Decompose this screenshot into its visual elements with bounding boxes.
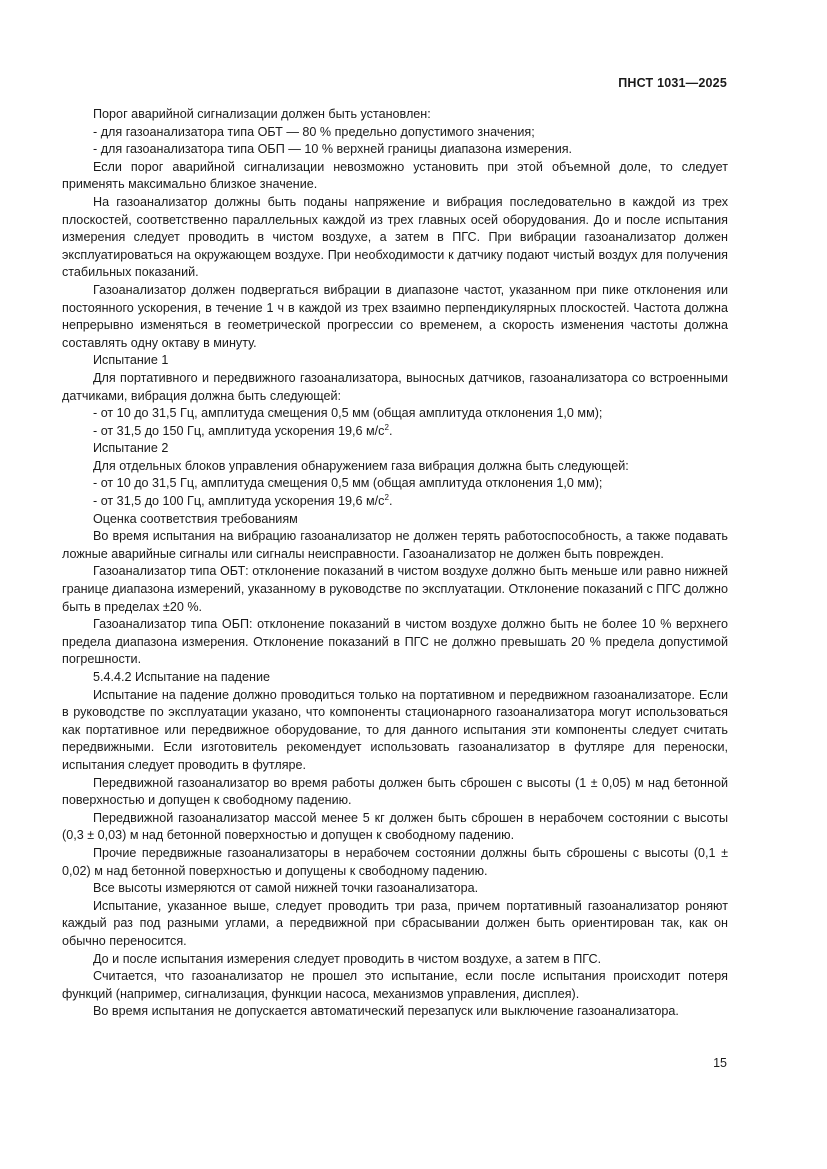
paragraph-text: - от 10 до 31,5 Гц, амплитуда смещения 0,5 мм (общая амплитуда отклонения 1,0 мм); [93, 406, 603, 421]
paragraph [62, 898, 728, 951]
paragraph-tail: . [388, 494, 393, 509]
paragraph [62, 370, 728, 405]
paragraph [62, 687, 728, 775]
paragraph [62, 159, 728, 194]
paragraph-text: Порог аварийной сигнализации должен быть установлен: [93, 107, 431, 121]
paragraph-text: Для портативного и передвижного газоанализатора, выносных датчиков, газоанализатора со встроенными датчиками, вибрация должна быть следующей: [62, 370, 728, 403]
paragraph [62, 1003, 728, 1021]
paragraph-text: Прочие передвижные газоанализаторы в нерабочем состоянии должны быть сброшены с высоты (0,1 ± 0,02) м над бетонной поверхностью и допущены к свободному падению. [62, 845, 728, 878]
paragraph-text: 5.4.4.2 Испытание на падение [93, 670, 270, 684]
paragraph [62, 528, 728, 563]
paragraph-text: Газоанализатор типа ОБТ: отклонение показаний в чистом воздухе должно быть меньше или равно нижней границе диапазона измерений, указанному в руководстве по эксплуатации. Отклонение показаний с ПГС должно быть в пределах ±20 %. [62, 564, 728, 614]
paragraph [62, 458, 728, 476]
paragraph-text: Передвижной газоанализатор массой менее 5 кг должен быть сброшен в нерабочем состоянии с высоты (0,3 ± 0,03) м над бетонной поверхностью и допущен к свободному падению. [62, 810, 728, 843]
paragraph-text: Для отдельных блоков управления обнаружением газа вибрация должна быть следующей: [93, 458, 629, 473]
superscript: 2 [384, 492, 389, 502]
paragraph [62, 616, 728, 669]
paragraph-text: Испытание 2 [93, 441, 169, 456]
paragraph-text: Во время испытания на вибрацию газоанализатор не должен терять работоспособность, а также подавать ложные аварийные сигналы или сигналы неисправности. Газоанализатор не должен быть поврежден. [62, 529, 728, 561]
paragraph [62, 440, 728, 458]
paragraph-text: Все высоты измеряются от самой нижней точки газоанализатора. [93, 881, 479, 896]
paragraph [62, 282, 728, 352]
paragraph [62, 775, 728, 810]
document-id-header: ПНСТ 1031—2025 [618, 76, 727, 90]
paragraph [62, 669, 728, 687]
paragraph [62, 106, 728, 124]
paragraph-text: Газоанализатор типа ОБП: отклонение показаний в чистом воздухе должно быть не более 10 % верхнего предела диапазона измерения. Отклонение показаний в ПГС не должно превышать 20 % предела допустимой погрешности. [62, 617, 728, 667]
paragraph-text: - от 10 до 31,5 Гц, амплитуда смещения 0,5 мм (общая амплитуда отклонения 1,0 мм); [93, 476, 603, 491]
paragraph [62, 124, 728, 142]
paragraph-tail: . [388, 423, 393, 438]
paragraph-text: - от 31,5 до 100 Гц, амплитуда ускорения 19,6 м/с [93, 494, 385, 509]
paragraph [62, 194, 728, 282]
paragraph-text: Если порог аварийной сигнализации невозможно установить при этой объемной доле, то следует применять максимально близкое значение. [62, 159, 728, 192]
paragraph-text: Испытание на падение должно проводиться только на портативном и передвижном газоанализаторе. Если в руководстве по эксплуатации указано, что компоненты стационарного газоанализатора могут использоваться как портативное или передвижное оборудование, то для данного испытания эти компоненты следует считать передвижными. Если изготовитель рекомендует использовать газоанализатор в футляре для переноски, испытания следует проводить в футляре. [62, 687, 728, 772]
paragraph [62, 475, 728, 493]
paragraph [62, 845, 728, 880]
paragraph [62, 563, 728, 616]
superscript: 2 [384, 422, 389, 432]
paragraph-text: Оценка соответствия требованиям [93, 511, 298, 526]
paragraph-text: До и после испытания измерения следует проводить в чистом воздухе, а затем в ПГС. [93, 951, 602, 966]
paragraph-text: - от 31,5 до 150 Гц, амплитуда ускорения 19,6 м/с [93, 423, 385, 438]
paragraph [62, 511, 728, 529]
paragraph-text: Испытание, указанное выше, следует проводить три раза, причем портативный газоанализатор роняют каждый раз под разными углами, а передвижной при сбрасывании должен быть ориентирован так, как он обычно переносится. [62, 898, 728, 948]
paragraph [62, 880, 728, 898]
paragraph [62, 951, 728, 969]
paragraph-text: На газоанализатор должны быть поданы напряжение и вибрация последовательно в каждой из трех плоскостей, соответственно параллельных каждой из трех главных осей оборудования. До и после испытания измерения следует проводить в чистом воздухе, а затем в ПГС. При вибрации газоанализатор должен эксплуатироваться на окружающем воздухе. При необходимости к датчику подают чистый воздух для получения стабильных показаний. [62, 194, 728, 280]
paragraph-text: Испытание 1 [93, 353, 169, 368]
paragraph [62, 405, 728, 423]
paragraph-text: Передвижной газоанализатор во время работы должен быть сброшен с высоты (1 ± 0,05) м над бетонной поверхностью и допущен к свободному падению. [62, 775, 728, 808]
paragraph-text: - для газоанализатора типа ОБТ — 80 % предельно допустимого значения; [93, 124, 535, 139]
paragraph [62, 968, 728, 1003]
page-number: 15 [713, 1056, 727, 1070]
paragraph-text: Газоанализатор должен подвергаться вибрации в диапазоне частот, указанном при пике отклонения или постоянного ускорения, в течение 1 ч в каждой из трех взаимно перпендикулярных плоскостей. Частота должна непрерывно изменяться в геометрической прогрессии со временем, а скорость изменения частоты должна составлять одну октаву в минуту. [62, 282, 728, 350]
paragraph-text: Считается, что газоанализатор не прошел это испытание, если после испытания происходит потеря функций (например, сигнализация, функции насоса, механизмов управления, дисплея). [62, 969, 728, 1001]
paragraph-text: - для газоанализатора типа ОБП — 10 % верхней границы диапазона измерения. [93, 142, 573, 157]
paragraph [62, 352, 728, 370]
paragraph [62, 141, 728, 159]
document-body [62, 106, 728, 1021]
paragraph [62, 423, 728, 441]
paragraph [62, 493, 728, 511]
paragraph [62, 810, 728, 845]
paragraph-text: Во время испытания не допускается автоматический перезапуск или выключение газоанализатора. [93, 1004, 679, 1019]
